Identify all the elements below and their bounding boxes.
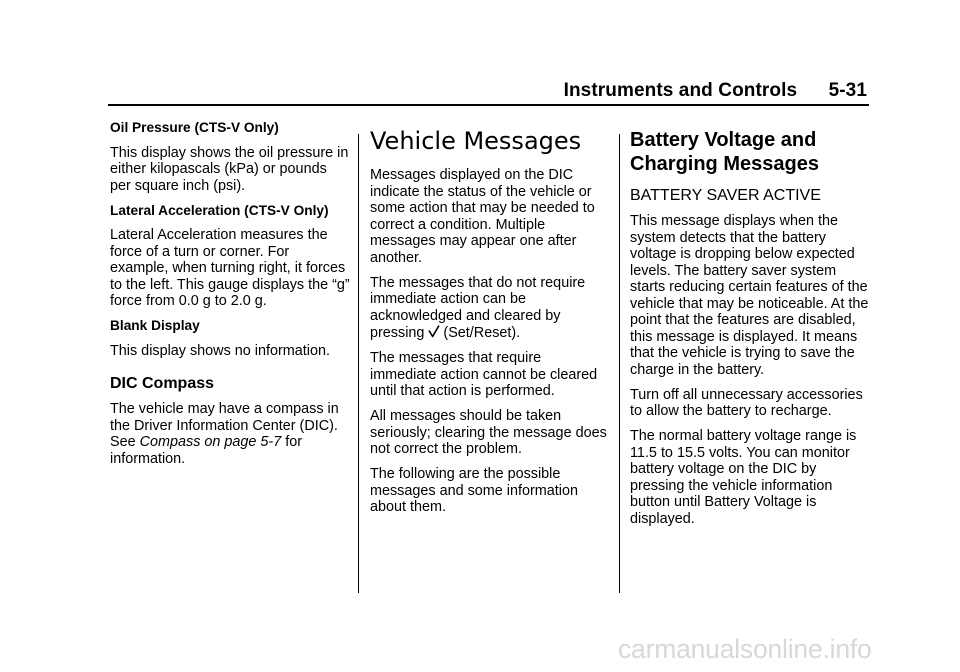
column-right bbox=[630, 128, 870, 536]
dic-compass-text-start: The vehicle may have a compass in the Driver Information Center (DIC). See bbox=[110, 401, 339, 450]
battery-saver-heading: BATTERY SAVER ACTIVE bbox=[630, 187, 821, 204]
oil-pressure-text: This display shows the oil pressure in either kilopascals (kPa) or pounds per square inch (psi). bbox=[110, 144, 349, 194]
blank-display-text: This display shows no information. bbox=[110, 342, 330, 359]
acknowledge-text: The messages that do not require immediate action can be acknowledged and cleared by pressing bbox=[370, 274, 586, 341]
battery-voltage-heading: Battery Voltage and Charging Messages bbox=[630, 129, 819, 175]
battery-range-text: The normal battery voltage range is 11.5 to 15.5 volts. You can monitor battery voltage on the DIC by pressing the vehicle information button until Battery Voltage is displayed. bbox=[630, 428, 857, 527]
oil-pressure-heading: Oil Pressure (CTS-V Only) bbox=[110, 120, 279, 135]
column-divider-1 bbox=[358, 134, 359, 593]
page-header bbox=[110, 80, 867, 104]
vehicle-messages-heading: Vehicle Messages bbox=[370, 127, 582, 155]
vehicle-messages-serious: All messages should be taken seriously; clearing the message does not correct the problem. bbox=[370, 408, 607, 457]
section-title: Instruments and Controls bbox=[563, 80, 798, 101]
watermark: carmanualsonline.info bbox=[618, 634, 872, 664]
dic-compass-text-end: for information. bbox=[110, 434, 303, 467]
lateral-acceleration-text: Lateral Acceleration measures the force of a turn or corner. For example, when turning right, it forces to the left. This gauge displays the “g” force from 0.0 g to 2.0 g. bbox=[110, 227, 350, 309]
blank-display-heading: Blank Display bbox=[110, 318, 200, 333]
battery-saver-text: This message displays when the system detects that the battery voltage is dropping below expected levels. The battery saver system starts reducing certain features of the vehicle that may be noticeable. At the point that the features are disabled, this message is displayed. It means that the vehicle is trying to save the charge in the battery. bbox=[630, 213, 869, 378]
vehicle-messages-acknowledge bbox=[370, 275, 610, 342]
vehicle-messages-immediate: The messages that require immediate action cannot be cleared until that action is performed. bbox=[370, 350, 598, 399]
column-divider-2 bbox=[619, 134, 620, 593]
set-reset-label: (Set/Reset). bbox=[443, 325, 521, 341]
column-middle bbox=[370, 127, 610, 524]
page-number: 5-31 bbox=[828, 80, 867, 101]
header-rule bbox=[108, 104, 869, 106]
battery-accessories-text: Turn off all unnecessary accessories to allow the battery to recharge. bbox=[630, 386, 863, 419]
compass-page-reference[interactable]: Compass on page 5‑7 bbox=[139, 434, 282, 450]
vehicle-messages-intro: Messages displayed on the DIC indicate the status of the vehicle or some action that may be needed to correct a condition. Multiple messages may appear one after another. bbox=[370, 167, 595, 266]
dic-compass-heading: DIC Compass bbox=[110, 375, 215, 392]
dic-compass-text bbox=[110, 401, 350, 467]
vehicle-messages-following: The following are the possible messages and some information about them. bbox=[370, 466, 578, 515]
checkmark-icon bbox=[428, 324, 440, 338]
lateral-acceleration-heading: Lateral Acceleration (CTS-V Only) bbox=[110, 202, 329, 218]
column-left bbox=[110, 120, 350, 476]
